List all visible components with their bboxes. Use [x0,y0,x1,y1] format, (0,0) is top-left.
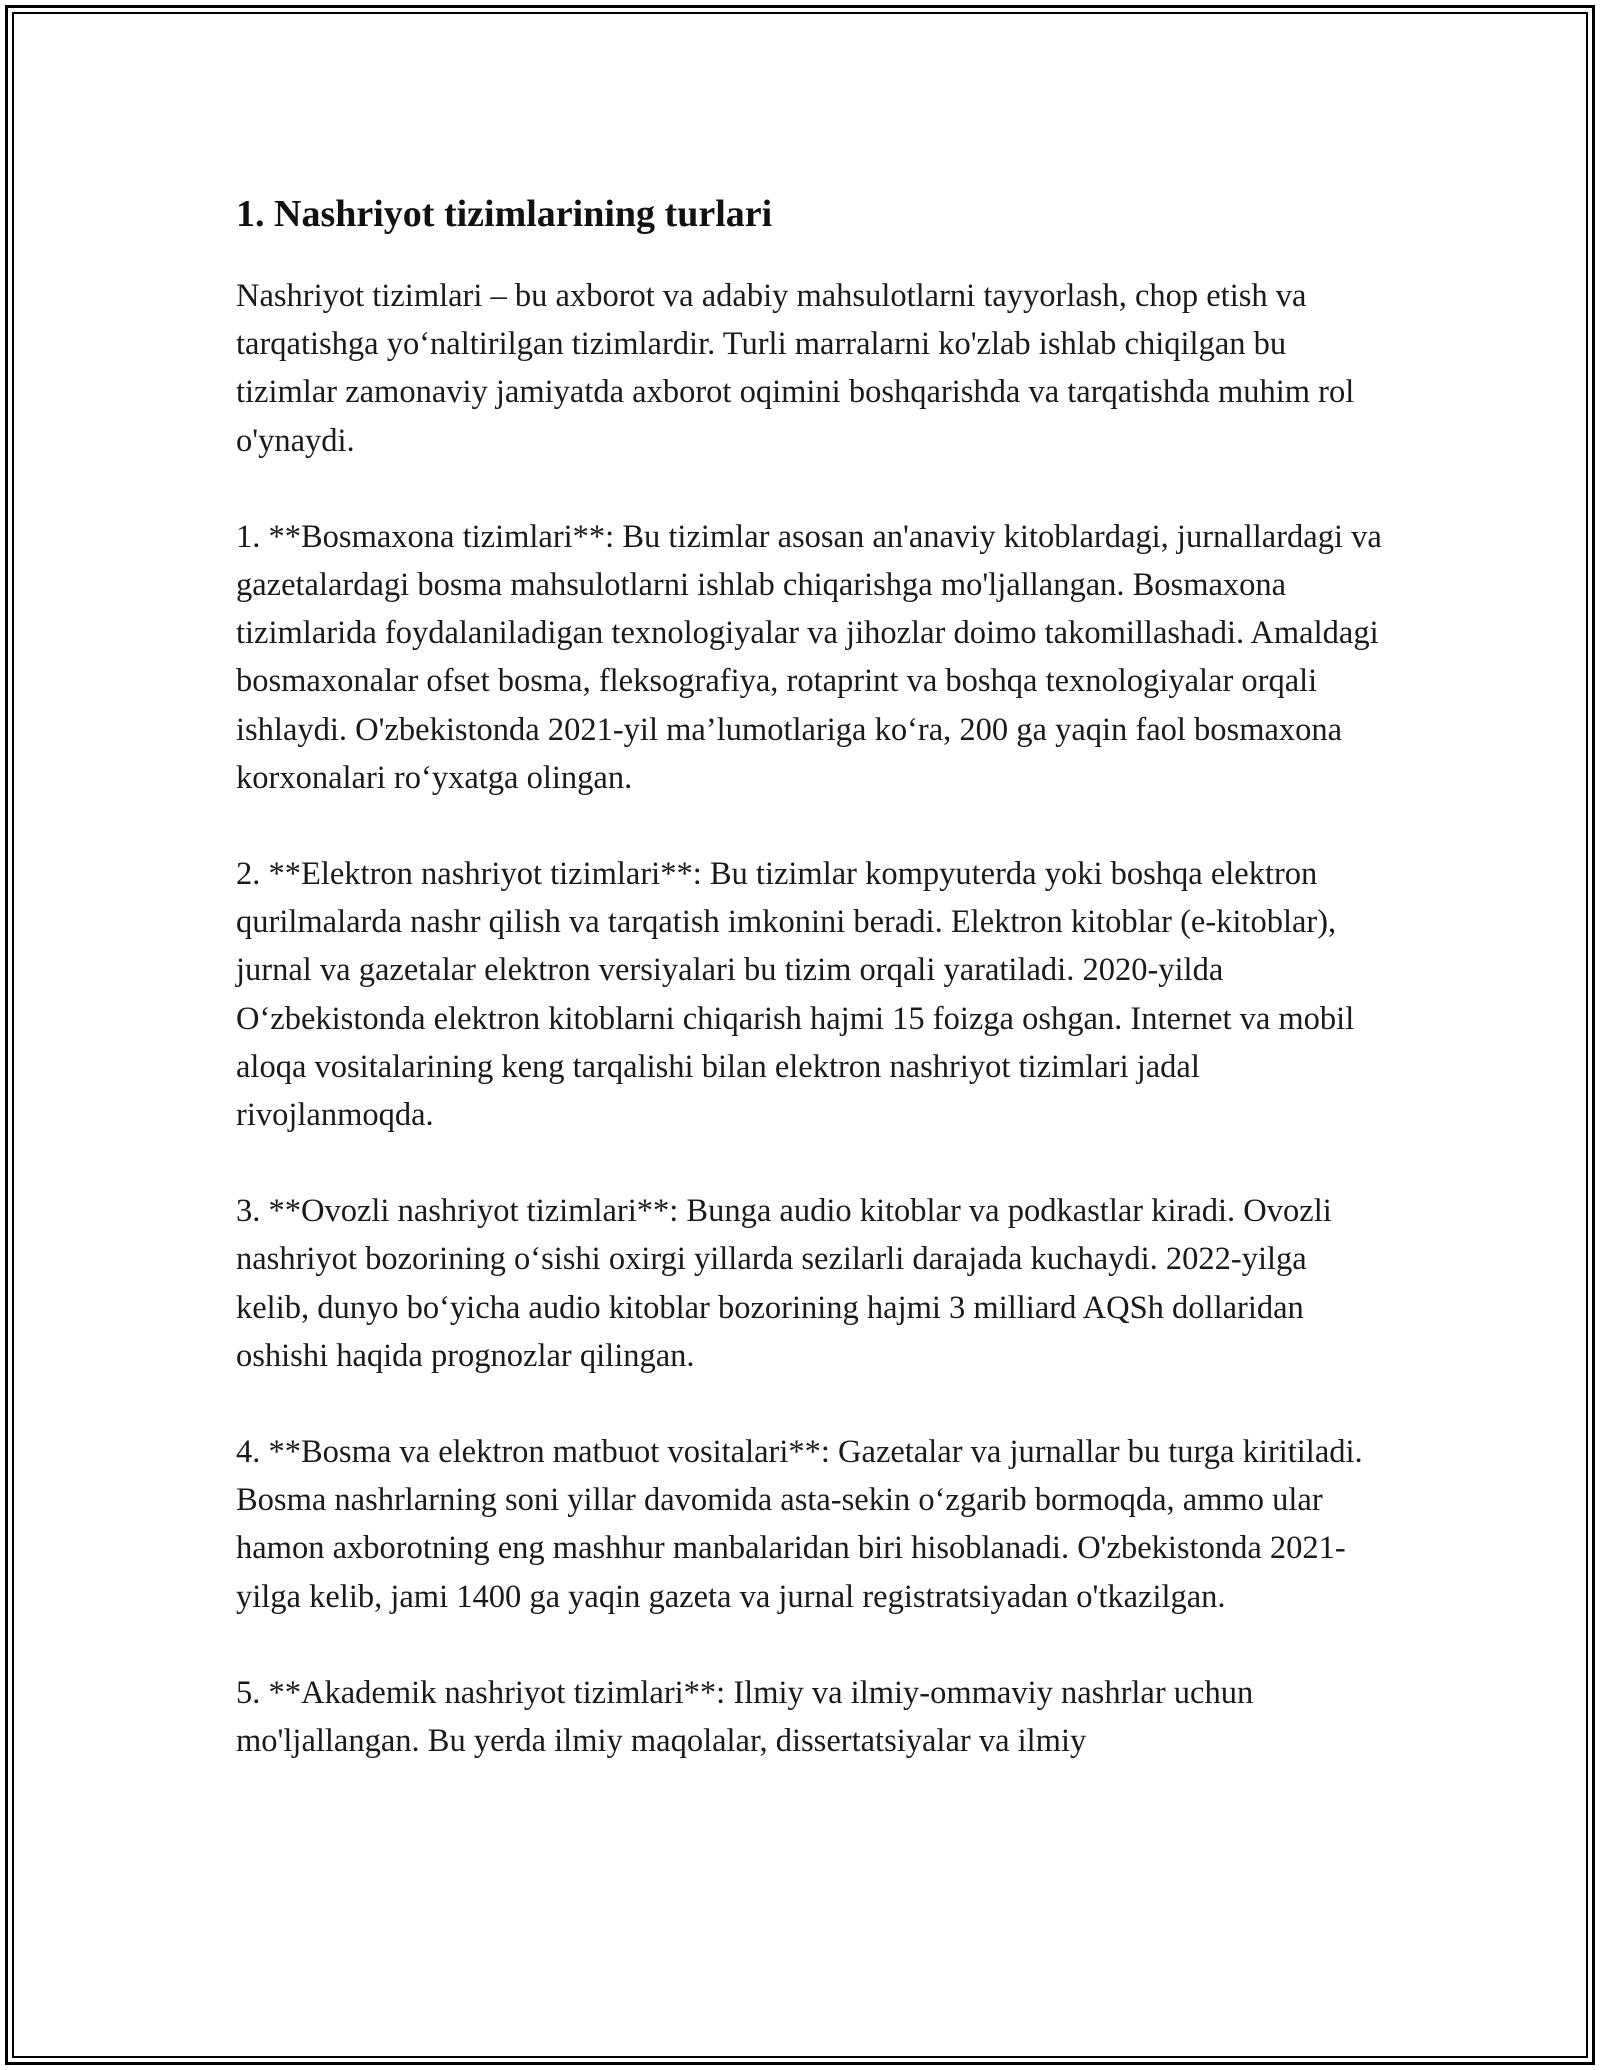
intro-paragraph: Nashriyot tizimlari – bu axborot va adabiy mahsulotlarni tayyorlash, chop etish va tarqatishga yo‘naltirilgan tizimlardir. Turli marralarni ko'zlab ishlab chiqilgan bu tizimlar zamonaviy jamiyatda axborot oqimini boshqarishda va tarqatishda muhim rol o'ynaydi. [236,278,1355,459]
paragraph-elektron: 2. **Elektron nashriyot tizimlari**: Bu tizimlar kompyuterda yoki boshqa elektron qurilmalarda nashr qilish va tarqatish imkonini beradi. Elektron kitoblar (e-kitoblar), jurnal va gazetalar elektron versiyalari bu tizim orqali yaratiladi. 2020-yilda O‘zbekistonda elektron kitoblarni chiqarish hajmi 15 foizga oshgan. Internet va mobil aloqa vositalarining keng tarqalishi bilan elektron nashriyot tizimlari jadal rivojlanmoqda. [236,856,1355,1134]
paragraph-akademik: 5. **Akademik nashriyot tizimlari**: Ilmiy va ilmiy-ommaviy nashrlar uchun mo'ljallangan. Bu yerda ilmiy maqolalar, dissertatsiyalar va ilmiy [236,1674,1254,1760]
section-title: 1. Nashriyot tizimlarining turlari [236,193,773,235]
paragraph-bosmaxona: 1. **Bosmaxona tizimlari**: Bu tizimlar asosan an'anaviy kitoblardagi, jurnallardagi va gazetalardagi bosma mahsulotlarni ishlab chiqarishga mo'ljallangan. Bosmaxona tizimlarida foydalaniladigan texnologiyalar va jihozlar doimo takomillashadi. Amaldagi bosmaxonalar ofset bosma, fleksografiya, rotaprint va boshqa texnologiyalar orqali ishlaydi. O'zbekistonda 2021-yil ma’lumotlariga ko‘ra, 200 ga yaqin faol bosmaxona korxonalari ro‘yxatga olingan. [236,518,1382,796]
paragraph-ovozli: 3. **Ovozli nashriyot tizimlari**: Bunga audio kitoblar va podkastlar kiradi. Ovozli nashriyot bozorining o‘sishi oxirgi yillarda sezilarli darajada kuchaydi. 2022-yilga kelib, dunyo bo‘yicha audio kitoblar bozorining hajmi 3 milliard AQSh dollaridan oshishi haqida prognozlar qilingan. [236,1193,1332,1374]
document-body [236,186,1386,1813]
paragraph-matbuot: 4. **Bosma va elektron matbuot vositalari**: Gazetalar va jurnallar bu turga kiritiladi. Bosma nashrlarning soni yillar davomida asta-sekin o‘zgarib bormoqda, ammo ular hamon axborotning eng mashhur manbalaridan biri hisoblanadi. O'zbekistonda 2021-yilga kelib, jami 1400 ga yaqin gazeta va jurnal registratsiyadan o'tkazilgan. [236,1434,1363,1615]
